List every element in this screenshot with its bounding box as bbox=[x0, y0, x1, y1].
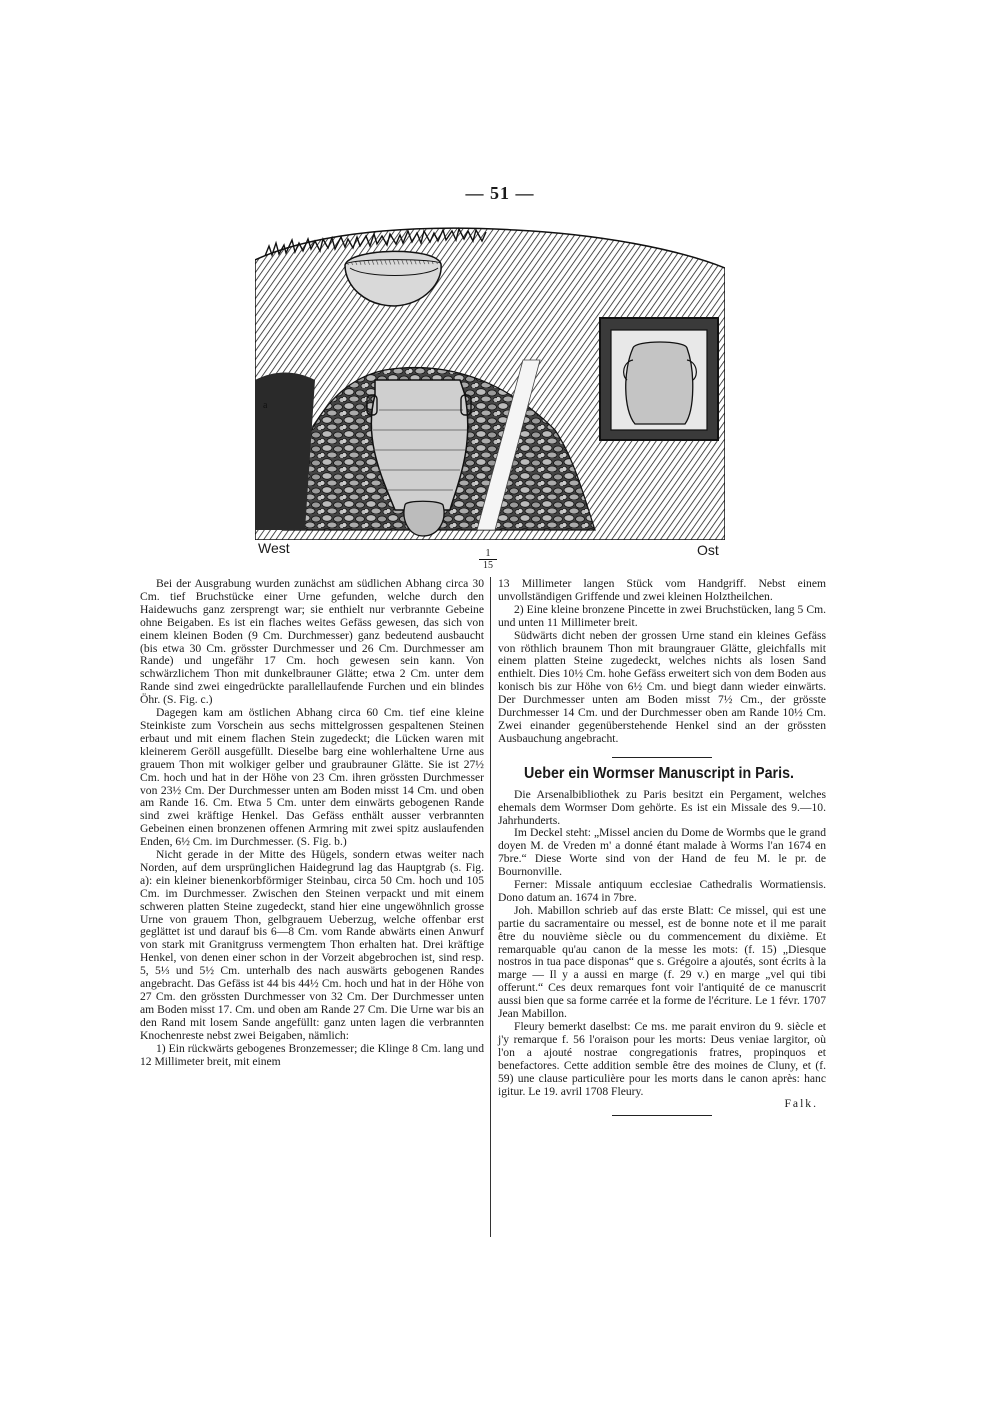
cross-section-engraving bbox=[255, 220, 725, 540]
section-title: Ueber ein Wormser Manuscript in Paris. bbox=[524, 764, 794, 782]
paragraph-excavation-south: Bei der Ausgrabung wurden zunächst am südlichen Abhang circa 30 Cm. tief Bruchstücke einer Urne gefunden, welche durch den Haidewuchs ganz zersprengt war; sie enthielt nur verbrannte Gebeine ohne Beigaben. Es ist ein flaches weites Gefäss gewesen, das sich von einem kleinen Boden (9 Cm. Durchmesser) ganz bedeutend ausbaucht (bis etwa 30 Cm. grösster Durchmesser und 26 Cm. Durchmesser am Rande) und ungefähr 17 Cm. hoch gewesen sein kann. Von schwärzlichem Thon mit dunkelbrauner Glätte; etwa 2 Cm. unter dem Rande sind zwei eingedrückte parallellaufende Furchen und ein blindes Öhr. (S. Fig. c.) bbox=[140, 577, 484, 707]
scale-denominator: 15 bbox=[483, 560, 493, 571]
paragraph-missale-antiquum: Ferner: Missale antiquum ecclesiae Cathedralis Wormatiensis. Dono datum an. 1674 in 7bre. bbox=[498, 878, 826, 904]
label-ost: Ost bbox=[697, 542, 719, 558]
paragraph-arsenal-library: Die Arsenalbibliothek zu Paris besitzt ein Pergament, welches ehemals dem Wormser Dom gehörte. Es ist ein Missale des 9.—10. Jahrhunderts. bbox=[498, 787, 826, 827]
label-west: West bbox=[258, 540, 290, 556]
paragraph-mabillon: Joh. Mabillon schrieb auf das erste Blatt: Ce missel, qui est une partie du sacramentaire ou messel, est de bonne note et il me parait être du nouvième siècle ou du commencement du dixième. Et remarquable qu'au canon de la messe les mots: (f. 15) „Diesque nostros in tua pace disponas“ que s. Grégoire a ajoutés, sont écrits à la marge — Il y a aussi en marge (f. 29 v.) en marge „vel qui tibi offerunt.“ Ces deux remarques font voir l'antiquité de ce manuscrit aussi bien que sa forme carrée et la forme de l'écriture. Le 1 févr. 1707 Jean Mabillon. bbox=[498, 903, 826, 1021]
left-column bbox=[140, 578, 484, 1068]
paragraph-fleury: Fleury bemerkt daselbst: Ce ms. me parait environ du 9. siècle et j'y remarque f. 56 l'oraison pour les morts: Deus veniae largitor, où l'on a ajouté nostrae congregationis fratres, propinquos et benefactores. Cette addition semble être des moines de Cluny, et (f. 59) une clause particulière pour les morts dans le canon après: hanc igitur. Le 19. avril 1708 Fleury. bbox=[498, 1020, 826, 1098]
section-separator bbox=[612, 757, 712, 758]
svg-text:a: a bbox=[263, 400, 268, 411]
paragraph-main-grave: Nicht gerade in der Mitte des Hügels, sondern etwas weiter nach Norden, auf dem ursprünglichen Haidegrund lag das Hauptgrab (s. Fig. a): ein kleiner bienenkorbförmiger Steinbau, circa 50 Cm. hoch und 105 Cm. im Durchmesser. Zwischen den Steinen verpackt und mit einem schweren platten Steine zugedeckt, stand hier eine ungewöhnlich grosse Urne von grauem Thon, gelbgrauem Ueberzug, welche offenbar erst geglättet ist und darauf bis 6—8 Cm. vom Rande abwärts einen Anwurf von stark mit Granitgruss vermengtem Thon erhalten hat. Drei kräftige Henkel, von denen einer schon in der Vorzeit abgebrochen ist, sind resp. 5, 5⅓ und 5½ Cm. unterhalb des nach auswärts gebogenen Randes angebracht. Das Gefäss ist 44 bis 44½ Cm. hoch und hat in der Höhe von 27 Cm. den grössten Durchmesser von 32 Cm. Der Durchmesser unten am Boden misst 17. Cm. und oben am Rande 27 Cm. Die Urne war bis an den Rand mit losem Sande angefüllt: ganz unten lagen die verbrannten Knochenreste nebst zwei Beigaben, nämlich: bbox=[140, 848, 484, 1042]
paragraph-continuation: 13 Millimeter langen Stück vom Handgriff. Nebst einem unvollständigen Griffende und zwei kleinen Holztheilchen. bbox=[498, 577, 826, 603]
paragraph-bronze-knife: 1) Ein rückwärts gebogenes Bronzemesser; die Klinge 8 Cm. lang und 12 Millimeter breit, mit einem bbox=[140, 1041, 484, 1068]
column-divider bbox=[490, 577, 491, 1237]
burial-mound-illustration bbox=[255, 220, 725, 580]
scale-numerator: 1 bbox=[479, 548, 497, 560]
right-column bbox=[498, 578, 826, 1126]
paragraph-cover-inscription: Im Deckel steht: „Missel ancien du Dome de Wormbs que le grand doyen M. de Vreden m' a donné étant malade à Worms l'an 1674 en 7bre.“ Diese Worte sind von der Hand de feu M. le pr. de Bournonville. bbox=[498, 826, 826, 879]
paragraph-small-vessel: Südwärts dicht neben der grossen Urne stand ein kleines Gefäss von röthlich braunem Thon mit braungrauer Glätte, gleichfalls mit einem platten Steine zugedeckt, welches nichts als losen Sand enthielt. Dies 10½ Cm. hohe Gefäss erweitert sich von dem Boden aus konisch bis zur Höhe von 6½ Cm. und biegt dann wieder einwärts. Der Durchmesser unten am Boden misst 7½ Cm., der grösste Durchmesser 14 Cm. und der Durchmesser oben am Rande 10½ Cm. Zwei einander gegenüberstehende Henkel sind an der grössten Ausbauchung angebracht. bbox=[498, 628, 826, 745]
author-signature: Falk. bbox=[784, 1097, 818, 1111]
end-separator bbox=[612, 1115, 712, 1116]
paragraph-stone-cist-east: Dagegen kam am östlichen Abhang circa 60 Cm. tief eine kleine Steinkiste zum Vorschein aus sechs mittelgrossen gespaltenen Steinen erbaut und mit einem flachen Stein zugedeckt; die Lücken waren mit kleinerem Geröll ausgefüllt. Dieselbe barg eine wohlerhaltene Urne aus grauem Thon mit wolkiger gelber und graubrauner Glätte. Sie ist 27½ Cm. hoch und hat in der Höhe von 23 Cm. ihren grössten Durchmesser von 23½ Cm. Der Durchmesser unten am Boden misst 14 Cm. und oben am Rande 16. Cm. Etwa 5 Cm. unter dem einwärts gebogenen Rande sind zwei kräftige Henkel. Das Gefäss enthält ausser verbrannten Gebeinen einen bronzenen offenen Armring mit zwei spitz auslaufenden Enden, 6½ Cm. im Durchmesser. (S. Fig. b.) bbox=[140, 706, 484, 849]
scale-fraction bbox=[479, 548, 497, 571]
page-number: — 51 — bbox=[465, 183, 535, 203]
paragraph-pincette: 2) Eine kleine bronzene Pincette in zwei Bruchstücken, lang 5 Cm. und unten 11 Millimeter breit. bbox=[498, 602, 826, 629]
